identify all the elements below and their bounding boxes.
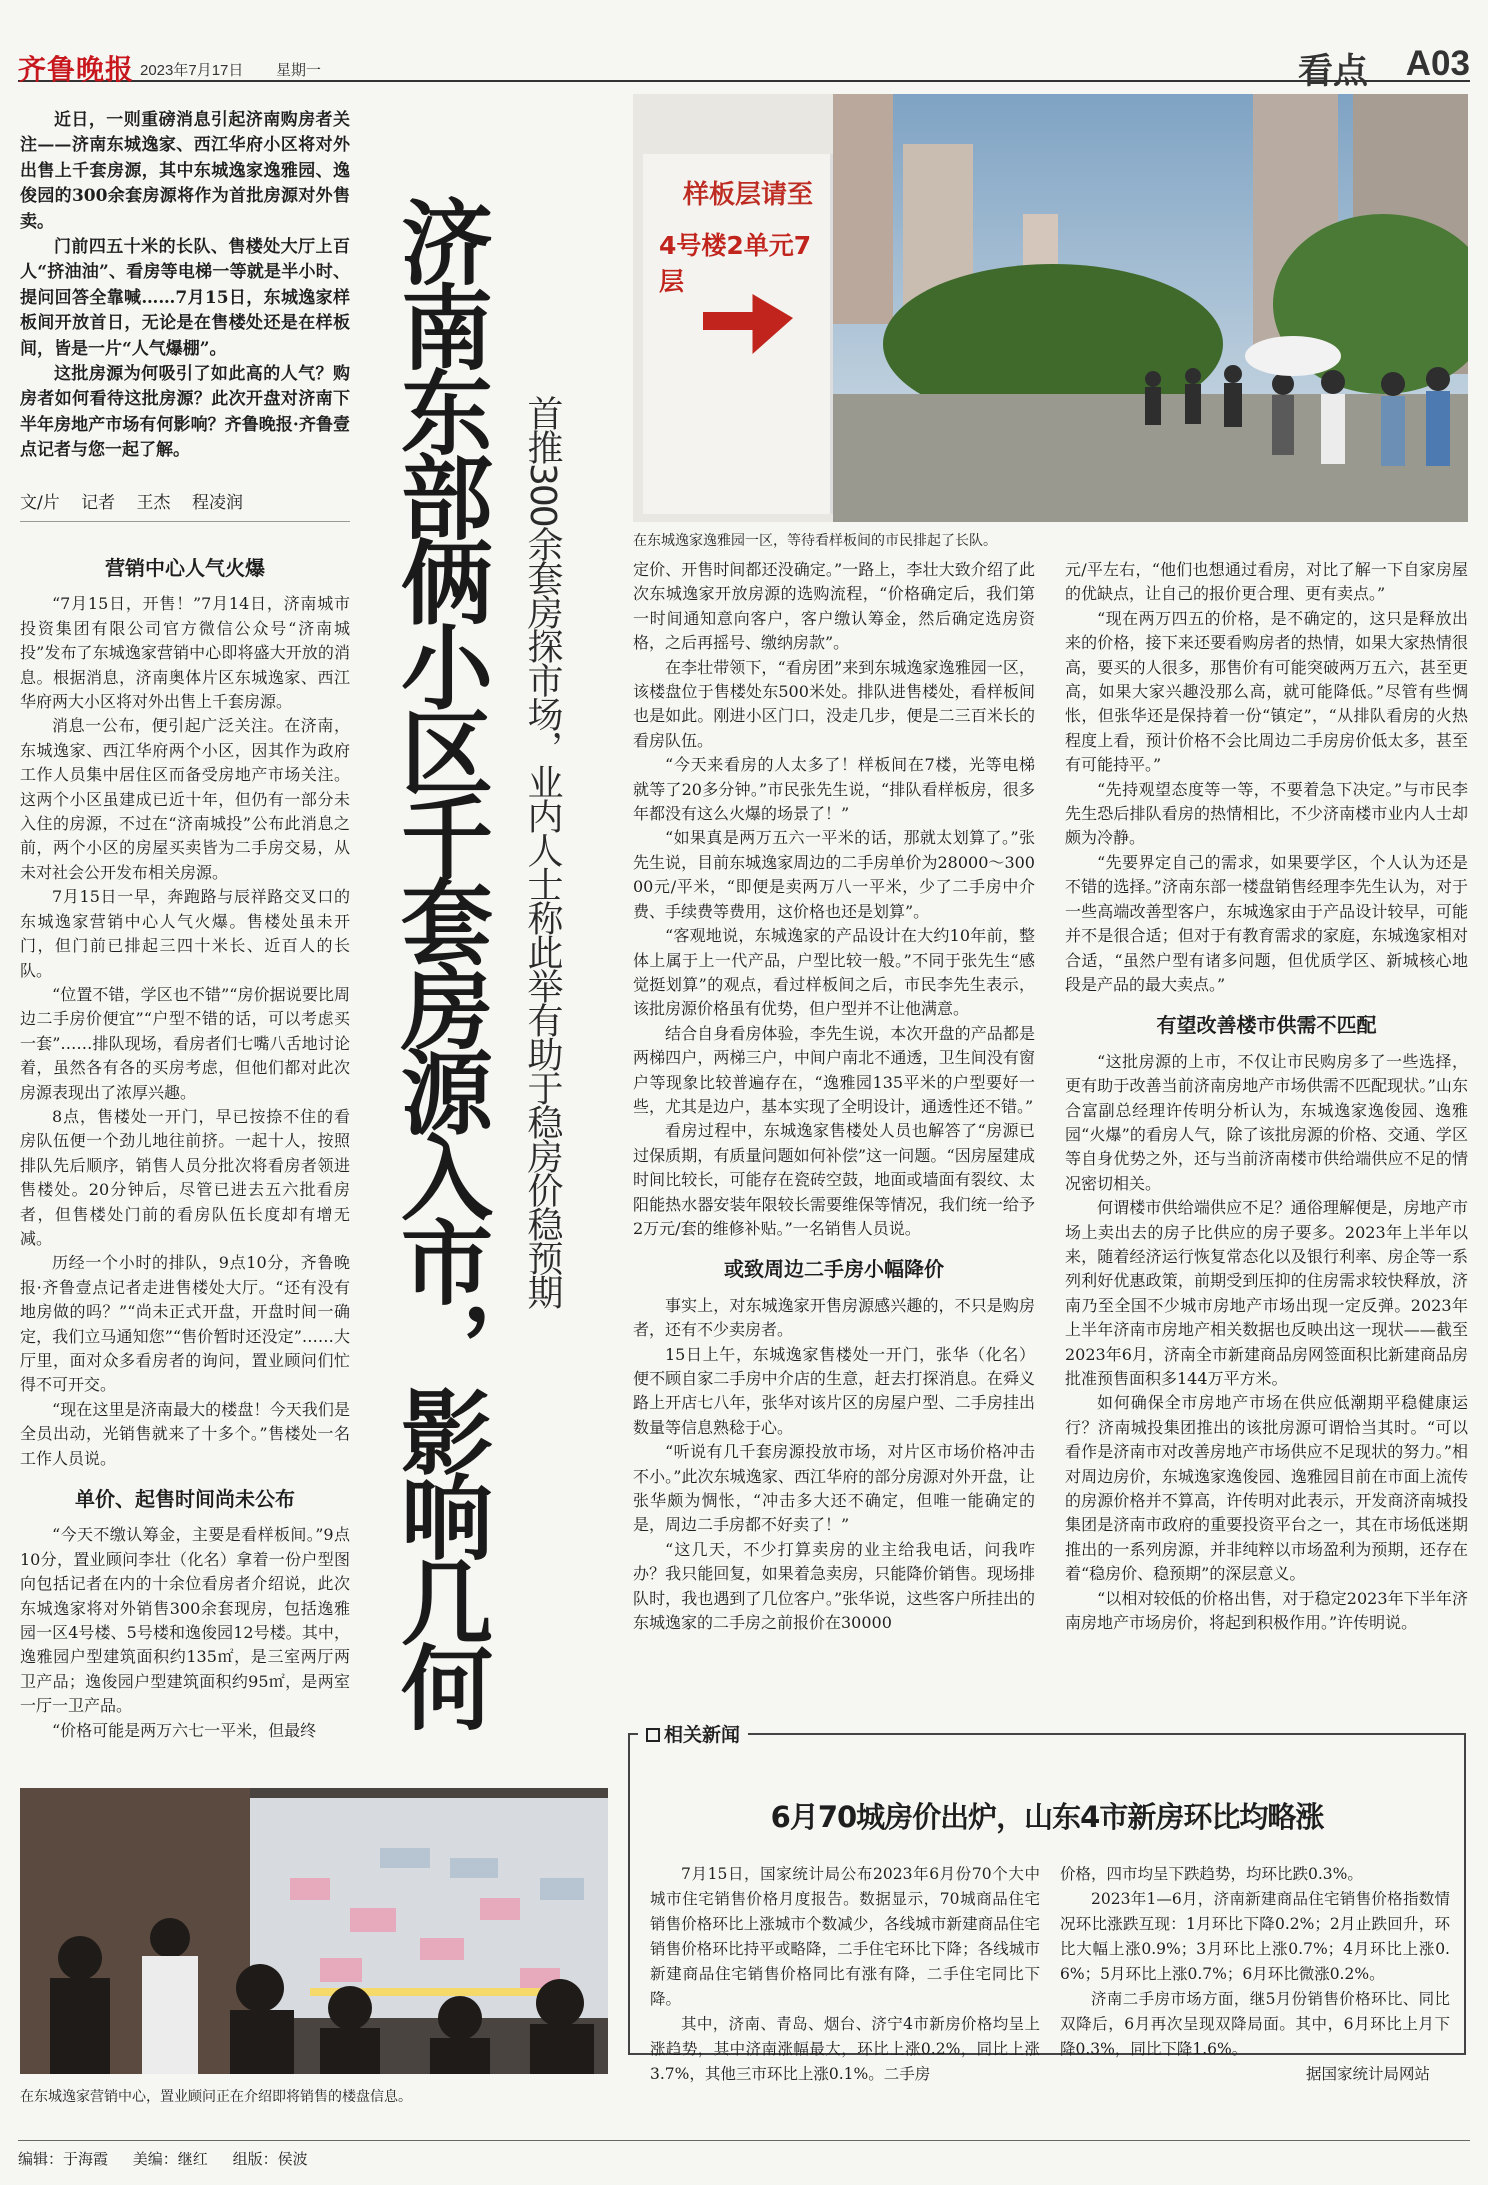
- related-news-label: [638, 1720, 748, 1747]
- photo-sales-illustration: [20, 1788, 608, 2074]
- paragraph: “现在两万四五的价格，是不确定的，这只是释放出来的价格，接下来还要看购房者的热情，如果大家热情很高，要买的人很多，那售价有可能突破两万五六，甚至更高，如果大家兴趣没那么高，就可能降低。”尽管有些惆怅，但张华还是保持着一份“镇定”，“从排队看房的火热程度上看，预计价格不会比周边二手房房价低太多，甚至有可能持平。”: [1065, 608, 1468, 775]
- byline-role: 记者: [81, 493, 116, 513]
- article-column-3: [1065, 558, 1468, 1635]
- paragraph: “客观地说，东城逸家的产品设计在大约10年前，整体上属于上一代产品，户型比较一般。”不同于张先生“感觉挺划算”的观点，看过样板间之后，市民李先生表示，该批房源价格虽有优势，但户型并不让他满意。: [633, 926, 1035, 1019]
- paragraph: 结合自身看房体验，李先生说，本次开盘的产品都是两梯四户，两梯三户，中间户南北不通透，卫生间没有窗户等现象比较普遍存在，“逸雅园135平米的户型要好一些，尤其是边户，基本实现了全明设计，通透性还不错。”: [633, 1023, 1035, 1116]
- paragraph: 元/平左右，“他们也想通过看房，对比了解一下自家房屋的优缺点，让自己的报价更合理、更有卖点。”: [1065, 560, 1468, 604]
- paragraph: 如何确保全市房地产市场在供应低潮期平稳健康运行？济南城投集团推出的该批房源可谓恰当其时。“可以看作是济南市对改善房地产市场供应不足现状的努力。”相对周边房价，东城逸家逸俊园、逸雅园目前在市面上流传的房源价格并不算高，许传明对此表示，开发商济南城投集团是济南市政府的重要投资平台之一，其在市场低迷期推出的一系列房源，并非纯粹以市场盈利为预期，还存在着“稳房价、稳预期”的深层意义。: [1065, 1393, 1468, 1584]
- byline: [20, 488, 350, 522]
- related-news-left: [650, 1862, 1040, 2087]
- paragraph: 7月15日，国家统计局公布2023年6月份70个大中城市住宅销售价格月度报告。数据显示，70城商品住宅销售价格环比上涨城市个数减少，各线城市新建商品住宅销售价格环比持平或略降，二手住宅环比下降；各线城市新建商品住宅销售价格同比有涨有降，二手住宅同比下降。: [650, 1865, 1040, 2008]
- photo-sales-center: [20, 1788, 608, 2074]
- paragraph: “位置不错，学区也不错”“房价据说要比周边二手房价便宜”“户型不错的话，可以考虑买一套”……排队现场，看房者们七嘴八舌地讨论着，虽然各有各的买房考虑，但他们都对此次房源表现出了浓厚兴趣。: [20, 984, 350, 1102]
- issue-weekday: 星期一: [276, 62, 322, 79]
- related-news-right: [1060, 1862, 1450, 2087]
- newspaper-logo: 齐鲁晚报: [18, 53, 135, 86]
- paragraph: “现在这里是济南最大的楼盘！今天我们是全员出动，光销售就来了十多个。”售楼处一名工作人员说。: [20, 1399, 350, 1468]
- credits-footer: [18, 2140, 1470, 2169]
- paragraph: “先持观望态度等一等，不要着急下决定。”与市民李先生恐后排队看房的热情相比，不少济南楼市业内人士却颇为冷静。: [1065, 779, 1468, 848]
- arrow-right-icon: [703, 294, 793, 354]
- issue-date: 2023年7月17日: [140, 62, 244, 79]
- paragraph: “以相对较低的价格出售，对于稳定2023年下半年济南房地产市场房价，将起到积极作用。”许传明说。: [1065, 1588, 1468, 1633]
- related-news-title: 6月70城房价出炉，山东4市新房环比均略涨: [770, 1800, 1324, 1834]
- byline-type: 文/片: [20, 493, 60, 513]
- sign-text-building: 4号楼2单元7层: [659, 231, 812, 296]
- paragraph: 看房过程中，东城逸家售楼处人员也解答了“房源已过保质期，有质量问题如何补偿”这一问题。“因房屋建成时间比较长，可能存在瓷砖空鼓，地面或墙面有裂纹、太阳能热水器安装年限较长需要维保等情况，我们统一给予2万元/套的维修补贴。”一名销售人员说。: [633, 1121, 1035, 1238]
- paragraph: 15日上午，东城逸家售楼处一开门，张华（化名）便不顾自家二手房中介店的生意，赶去打探消息。在舜义路上开店七八年，张华对该片区的房屋户型、二手房挂出数量等信息熟稔于心。: [633, 1344, 1035, 1437]
- section-heading: 营销中心人气火爆: [105, 556, 265, 580]
- layout-credit: 组版：侯波: [232, 2150, 308, 2168]
- section-heading: 单价、起售时间尚未公布: [75, 1487, 295, 1512]
- paragraph: 其中，济南、青岛、烟台、济宁4市新房价格均呈上涨趋势，其中济南涨幅最大，环比上涨0.2%，同比上涨3.7%，其他三市环比上涨0.1%。二手房: [650, 2015, 1040, 2083]
- section-name: 看点: [1297, 52, 1368, 91]
- lead-paragraph: 这批房源为何吸引了如此高的人气？购房者如何看待这批房源？此次开盘对济南下半年房地产市场有何影响？齐鲁晚报·齐鲁壹点记者与您一起了解。: [20, 364, 350, 461]
- main-headline: 济南东部俩小区千套房源入市，影响几何: [386, 195, 493, 1725]
- paragraph: 何谓楼市供给端供应不足？通俗理解便是，房地产市场上卖出去的房子比供应的房子要多。2023年上半年以来，随着经济运行恢复常态化以及银行利率、房企等一系列利好优惠政策，前期受到压抑的住房需求较快释放，济南乃至全国不少城市房地产市场出现一定反弹。2023年上半年济南市房地产相关数据也反映出这一现状——截至2023年6月，济南全市新建商品房网签面积比新建商品房批准预售面积多144万平方米。: [1065, 1198, 1468, 1388]
- paragraph: “如果真是两万五六一平米的话，那就太划算了。”张先生说，目前东城逸家周边的二手房单价为28000～30000元/平米，“即便是卖两万八一平米，少了二手房中介费、手续费等费用，这价格也还是划算”。: [633, 828, 1035, 921]
- related-news-label-text: 相关新闻: [664, 1724, 741, 1746]
- paragraph: 2023年1—6月，济南新建商品住宅销售价格指数情况环比涨跌互现：1月环比下降0.2%；2月止跌回升，环比大幅上涨0.9%；3月环比上涨0.7%；4月环比上涨0.6%；5月环比上涨0.7%；6月环比微涨0.2%。: [1060, 1890, 1450, 1983]
- paragraph: 价格，四市均呈下跌趋势，均环比跌0.3%。: [1060, 1865, 1363, 1883]
- byline-author: 王杰: [136, 493, 171, 513]
- lead-paragraphs: [20, 108, 350, 464]
- section-heading: 有望改善楼市供需不匹配: [1156, 1013, 1377, 1038]
- paragraph: “听说有几千套房源投放市场，对片区市场价格冲击不小。”此次东城逸家、西江华府的部分房源对外开盘，让张华颇为惆怅，“冲击多大还不确定，但唯一能确定的是，周边二手房都不好卖了！”: [633, 1442, 1035, 1535]
- sign-text-floor: 样板层请至: [683, 180, 814, 210]
- paragraph: “7月15日，开售！”7月14日，济南城市投资集团有限公司官方微信公众号“济南城投”发布了东城逸家营销中心即将盛大开放的消息。根据消息，济南奥体片区东城逸家、西江华府两大小区将对外出售上千套房源。: [20, 594, 350, 712]
- related-news-source: 据国家统计局网站: [1305, 2065, 1430, 2083]
- paragraph: 8点，售楼处一开门，早已按捺不住的看房队伍便一个劲儿地往前挤。一起十人，按照排队先后顺序，销售人员分批次将看房者领进售楼处。20分钟后，尽管已进去五六批看房者，但售楼处门前的看房队伍长度却有增无减。: [20, 1106, 350, 1248]
- paragraph: “这几天，不少打算卖房的业主给我电话，问我咋办？我只能回复，如果着急卖房，只能降价销售。现场排队时，我也遇到了几位客户。”张华说，这些客户所挂出的东城逸家的二手房之前报价在30000: [633, 1539, 1035, 1633]
- paragraph: “今天来看房的人太多了！样板间在7楼，光等电梯就等了20多分钟。”市民张先生说，“排队看样板房，很多年都没有这么火爆的场景了！”: [633, 755, 1035, 824]
- paragraph: 济南二手房市场方面，继5月份销售价格环比、同比双降后，6月再次呈现双降局面。其中，6月环比上月下降0.3%，同比下降1.6%。: [1060, 1990, 1450, 2058]
- designer-credit: 美编：继红: [132, 2150, 208, 2168]
- lead-paragraph: 近日，一则重磅消息引起济南购房者关注——济南东城逸家、西江华府小区将对外出售上千套房源，其中东城逸家逸雅园、逸俊园的300余套房源将作为首批房源对外售卖。: [20, 110, 350, 232]
- paragraph: 历经一个小时的排队，9点10分，齐鲁晚报·齐鲁壹点记者走进售楼处大厅。“还有没有地房做的吗？”“尚未正式开盘，开盘时间一确定，我们立马通知您”“售价暂时还没定”……大厅里，面对众多看房者的询问，置业顾问们忙得不可开交。: [20, 1253, 350, 1395]
- showroom-sign: [643, 154, 833, 514]
- paragraph: 事实上，对东城逸家开售房源感兴趣的，不只是购房者，还有不少卖房者。: [633, 1295, 1035, 1340]
- news-box-icon: [646, 1728, 660, 1742]
- paragraph: 7月15日一早，奔跑路与辰祥路交叉口的东城逸家营销中心人气火爆。售楼处虽未开门，但门前已排起三四十米长、近百人的长队。: [20, 887, 350, 980]
- paragraph: “价格可能是两万六七一平米，但最终: [52, 1720, 317, 1740]
- byline-author: 程凌润: [191, 493, 243, 513]
- photo-caption: 在东城逸家营销中心，置业顾问正在介绍即将销售的楼盘信息。: [20, 2089, 412, 2105]
- page-number: A03: [1405, 44, 1470, 83]
- photo-queue-at-showroom: [633, 94, 1468, 522]
- paragraph: 在李壮带领下，“看房团”来到东城逸家逸雅园一区，该楼盘位于售楼处东500米处。排队进售楼处，看样板间也是如此。刚进小区门口，没走几步，便是二三百米长的看房队伍。: [633, 657, 1035, 750]
- masthead: [18, 8, 1470, 91]
- subheadline: 首推300余套房探市场，业内人士称此举有助于稳房价稳预期: [522, 395, 563, 1308]
- photo-caption: 在东城逸家逸雅园一区，等待看样板间的市民排起了长队。: [633, 533, 997, 549]
- article-column-2: [633, 558, 1035, 1635]
- section-heading: 或致周边二手房小幅降价: [724, 1257, 944, 1282]
- lead-paragraph: 门前四五十米的长队、售楼处大厅上百人“挤油油”、看房等电梯一等就是半小时、提问回答全靠喊……7月15日，东城逸家样板间开放首日，无论是在售楼处还是在样板间，皆是一片“人气爆棚”。: [20, 237, 350, 359]
- article-column-1: [20, 540, 350, 1743]
- paragraph: 定价、开售时间都还没确定。”一路上，李壮大致介绍了此次东城逸家开放房源的选购流程，“价格确定后，我们第一时间通知意向客户，客户缴认筹金，然后确定选房资格，之后再摇号、缴纳房款”。: [633, 560, 1035, 653]
- paragraph: 消息一公布，便引起广泛关注。在济南，东城逸家、西江华府两个小区，因其作为政府工作人员集中居住区而备受房地产市场关注。这两个小区虽建成已近十年，但仍有一部分未入住的房源，不过在“济南城投”公布此消息之前，两个小区的房屋买卖皆为二手房交易，从未对社会公开发布相关房源。: [20, 716, 350, 882]
- editor-credit: 编辑：于海霞: [18, 2150, 109, 2168]
- paragraph: “这批房源的上市，不仅让市民购房多了一些选择，更有助于改善当前济南房地产市场供需不匹配现状。”山东合富副总经理许传明分析认为，东城逸家逸俊园、逸雅园“火爆”的看房人气，除了该批房源的价格、交通、学区等自身优势之外，还与当前济南楼市供给端供应不足的情况密切相关。: [1065, 1051, 1468, 1193]
- paragraph: “先要界定自己的需求，如果要学区，个人认为还是不错的选择。”济南东部一楼盘销售经理李先生认为，对于一些高端改善型客户，东城逸家由于产品设计较早，可能并不是很合适；但对于有教育需求的家庭，东城逸家相对合适，“虽然户型有诸多问题，但优质学区、新城核心地段是产品的最大卖点。”: [1065, 852, 1468, 994]
- paragraph: “今天不缴认筹金，主要是看样板间。”9点10分，置业顾问李壮（化名）拿着一份户型图向包括记者在内的十余位看房者介绍说，此次东城逸家将对外销售300余套现房，包括逸雅园一区4号楼、5号楼和逸俊园12号楼。其中，逸雅园户型建筑面积约135㎡，是三室两厅两卫产品；逸俊园户型建筑面积约95㎡，是两室一厅一卫产品。: [20, 1525, 350, 1716]
